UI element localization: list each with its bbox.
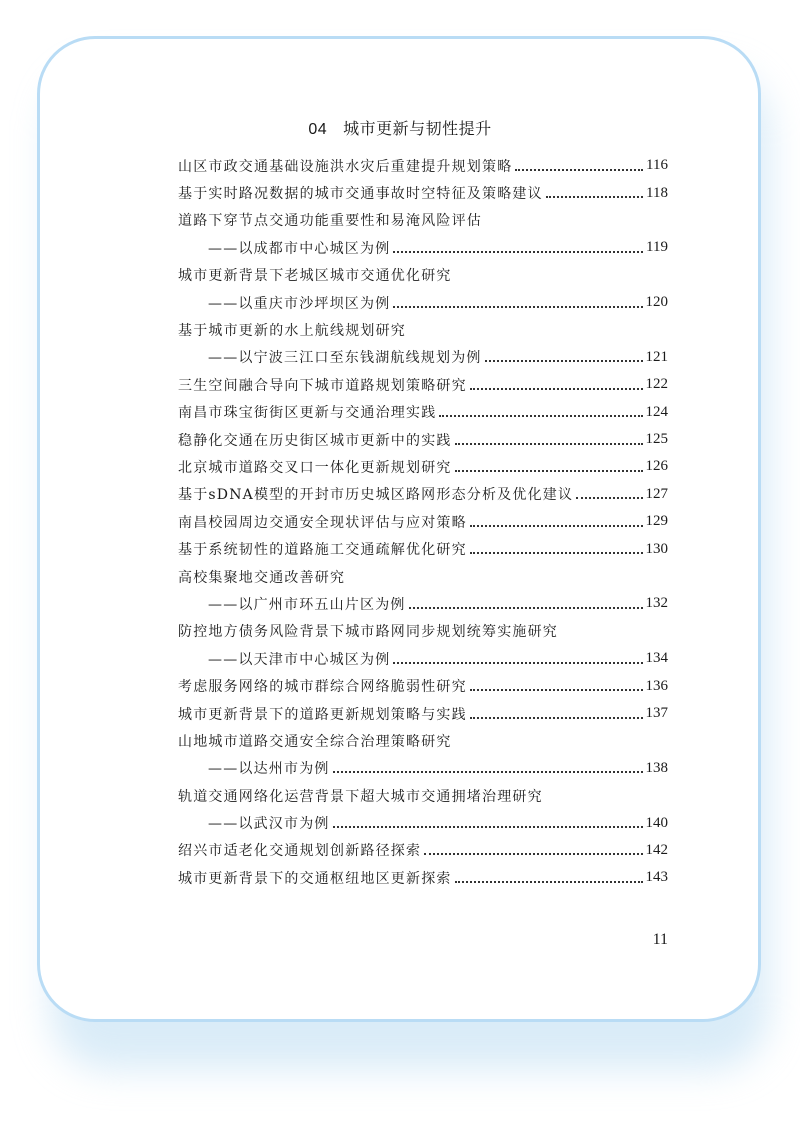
dot-leader [470,388,643,390]
toc-entry-title: 基于系统韧性的道路施工交通疏解优化研究 [178,542,467,559]
toc-entry[interactable] [178,399,668,426]
toc-entry-title: 防控地方债务风险背景下城市路网同步规划统筹实施研究 [178,624,558,641]
toc-entry[interactable] [178,837,668,864]
toc-entry-title: 基于sDNA模型的开封市历史城区路网形态分析及优化建议 [178,487,574,504]
dot-leader [333,771,643,773]
toc-entry-title: 山区市政交通基础设施洪水灾后重建提升规划策略 [178,158,513,175]
toc-entry-title: 考虑服务网络的城市群综合网络脆弱性研究 [178,679,467,696]
toc-entry-page: 134 [645,650,668,667]
toc-entry[interactable] [178,316,668,343]
dot-leader [393,306,642,308]
toc-entry-title: 北京城市道路交叉口一体化更新规划研究 [178,459,452,476]
toc-entry[interactable] [178,672,668,699]
dot-leader [470,717,643,719]
toc-entry-page: 122 [645,376,668,393]
toc-entry-page: 140 [645,814,668,831]
section-title: 城市更新与韧性提升 [343,119,492,138]
dot-leader [455,470,643,472]
toc-entry-page: 136 [645,677,668,694]
toc-entry-title: ——以天津市中心城区为例 [208,651,391,668]
toc-entry-title: 高校集聚地交通改善研究 [178,569,346,586]
toc-entry[interactable] [178,371,668,398]
section-heading [0,116,800,139]
toc-entry-page: 127 [645,485,668,502]
toc-entry-page: 132 [645,595,668,612]
toc-entry[interactable] [178,782,668,809]
dot-leader [546,196,643,198]
toc-entry-title: ——以广州市环五山片区为例 [208,596,406,613]
toc-entry[interactable] [178,453,668,480]
toc-entry-title: 城市更新背景下的道路更新规划策略与实践 [178,706,467,723]
toc-entry-page: 119 [646,239,668,256]
toc-entry[interactable] [178,563,668,590]
toc-entry[interactable] [178,179,668,206]
toc-entry-page: 120 [645,294,668,311]
dot-leader [576,497,642,499]
toc-entry-title: 道路下穿节点交通功能重要性和易淹风险评估 [178,213,482,230]
dot-leader [455,881,643,883]
toc-entry-page: 116 [646,157,668,174]
toc-entry-title: ——以成都市中心城区为例 [208,240,391,257]
toc-entry-page: 126 [645,458,668,475]
page-number: 11 [652,931,668,948]
toc-entry-subtitle[interactable] [178,590,668,617]
toc-entry[interactable] [178,426,668,453]
toc-entry-title: 南昌市珠宝街街区更新与交通治理实践 [178,405,437,422]
toc-entry[interactable] [178,152,668,179]
dot-leader [393,251,643,253]
toc-entry[interactable] [178,727,668,754]
toc-entry-page: 124 [645,403,668,420]
toc-entry-subtitle[interactable] [178,234,668,261]
toc-entry-page: 142 [645,841,668,858]
dot-leader [439,415,642,417]
toc-entry-title: 南昌校园周边交通安全现状评估与应对策略 [178,514,467,531]
toc-entry-title: 基于城市更新的水上航线规划研究 [178,323,406,340]
toc-entry[interactable] [178,207,668,234]
toc-entry-title: 绍兴市适老化交通规划创新路径探索 [178,843,422,860]
toc-entry-title: 三生空间融合导向下城市道路规划策略研究 [178,377,467,394]
toc-entry-title: 城市更新背景下的交通枢纽地区更新探索 [178,870,452,887]
toc-entry-page: 118 [646,184,668,201]
dot-leader [470,689,643,691]
toc-entry-page: 130 [645,540,668,557]
dot-leader [409,607,643,609]
toc-entry-title: 稳静化交通在历史街区城市更新中的实践 [178,432,452,449]
toc-entry-title: 山地城市道路交通安全综合治理策略研究 [178,733,452,750]
toc-entry-subtitle[interactable] [178,645,668,672]
toc-entry-subtitle[interactable] [178,755,668,782]
toc-entry[interactable] [178,508,668,535]
dot-leader [333,826,643,828]
dot-leader [393,662,642,664]
dot-leader [424,853,642,855]
toc-entry[interactable] [178,481,668,508]
toc-entry-title: ——以宁波三江口至东钱湖航线规划为例 [208,350,482,367]
toc-entry-page: 138 [645,759,668,776]
toc-entry[interactable] [178,618,668,645]
toc-entry-page: 143 [645,869,668,886]
toc-entry[interactable] [178,700,668,727]
dot-leader [470,552,643,554]
toc-entry[interactable] [178,535,668,562]
toc-entry-title: ——以重庆市沙坪坝区为例 [208,295,391,312]
dot-leader [470,525,643,527]
toc-entry-page: 125 [645,431,668,448]
toc-entry[interactable] [178,262,668,289]
toc-entry-title: 轨道交通网络化运营背景下超大城市交通拥堵治理研究 [178,788,543,805]
toc-entry-title: ——以武汉市为例 [208,816,330,833]
table-of-contents [178,152,668,892]
toc-entry-title: ——以达州市为例 [208,761,330,778]
toc-entry-title: 基于实时路况数据的城市交通事故时空特征及策略建议 [178,186,543,203]
toc-entry[interactable] [178,864,668,891]
toc-entry-subtitle[interactable] [178,809,668,836]
dot-leader [515,169,643,171]
toc-entry-page: 129 [645,513,668,530]
dot-leader [485,360,643,362]
section-number: 04 [308,121,328,138]
dot-leader [455,443,643,445]
toc-entry-subtitle[interactable] [178,344,668,371]
toc-entry-page: 137 [645,705,668,721]
toc-entry-title: 城市更新背景下老城区城市交通优化研究 [178,268,452,285]
toc-entry-page: 121 [645,348,668,365]
toc-entry-subtitle[interactable] [178,289,668,316]
